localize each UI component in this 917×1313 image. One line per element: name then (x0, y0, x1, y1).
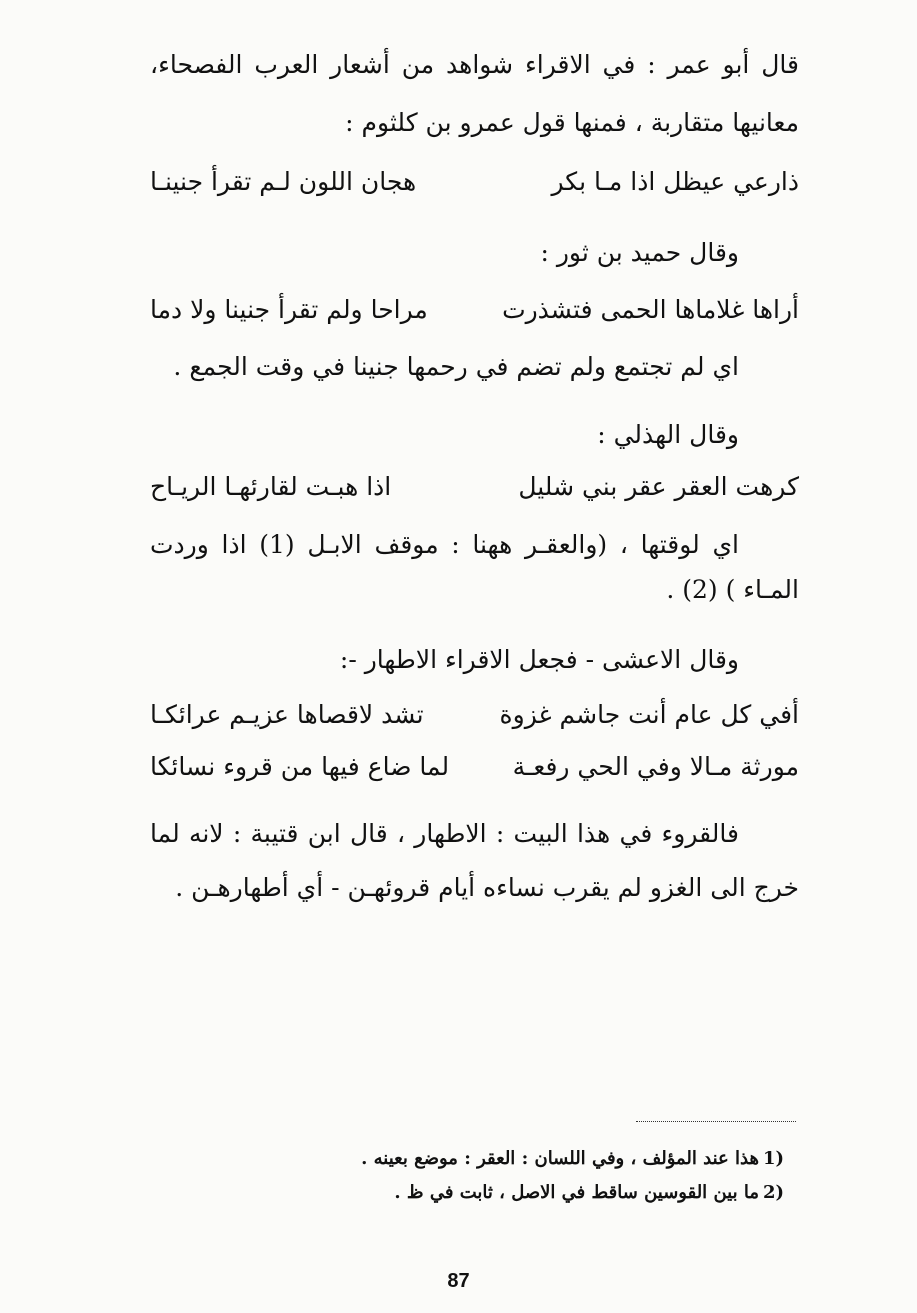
footnote-2-text: ما بين القوسين ساقط في الاصل ، ثابت في ظ . (394, 1182, 759, 1203)
footnote-1-text: هذا عند المؤلف ، وفي اللسان : العقر : موضع بعينه . (361, 1148, 759, 1169)
text-line-explanation-1: اي لم تجتمع ولم تضم في رحمها جنينا في وقت الجمع . (173, 352, 739, 381)
verse-5-second-hemistich: لما ضاع فيها من قروء نسائكا (150, 752, 450, 781)
verse-4-first-hemistich: أفي كل عام أنت جاشم غزوة (499, 700, 799, 729)
page-number: 87 (447, 1270, 470, 1292)
text-line-commentary-1: فالقروء في هذا البيت : الاطهار ، قال ابن قتيبة : لانه لما (150, 819, 739, 848)
footnote-1 (361, 1144, 785, 1174)
text-line-explanation-3: المـاء ) (2) . (666, 575, 799, 604)
text-line-explanation-2: اي لوقتها ، (والعقـر ههنا : موقف الابـل (1) اذا وردت (150, 530, 739, 559)
verse-4 (150, 695, 799, 735)
poet-intro-aasha: وقال الاعشى - فجعل الاقراء الاطهار -: (339, 645, 739, 674)
verse-3-first-hemistich: كرهت العقر عقر بني شليل (518, 472, 799, 501)
text-line-1: قال أبو عمر : في الاقراء شواهد من أشعار العرب الفصحاء، (150, 50, 799, 79)
verse-1-second-hemistich: هجان اللون لـم تقرأ جنينـا (150, 167, 417, 196)
verse-2-first-hemistich: أراها غلاماها الحمى فتشذرت (502, 295, 799, 324)
footnote-2-number: 2) (763, 1182, 785, 1203)
footnote-separator (636, 1121, 796, 1122)
verse-3 (150, 467, 799, 507)
verse-2 (150, 290, 799, 330)
verse-1 (150, 162, 799, 202)
verse-3-second-hemistich: اذا هبـت لقارئهـا الريـاح (150, 472, 392, 501)
text-line-2: معانيها متقاربة ، فمنها قول عمرو بن كلثوم : (345, 108, 799, 137)
verse-2-second-hemistich: مراحا ولم تقرأ جنينا ولا دما (150, 295, 428, 324)
footnote-1-number: 1) (763, 1148, 785, 1169)
verse-1-first-hemistich: ذارعي عيظل اذا مـا بكر (551, 167, 799, 196)
text-line-commentary-2: خرج الى الغزو لم يقرب نساءه أيام قروئهـن - أي أطهارهـن . (175, 873, 799, 902)
footnote-2 (394, 1178, 785, 1208)
verse-5-first-hemistich: مورثة مـالا وفي الحي رفعـة (512, 752, 799, 781)
poet-intro-humaid: وقال حميد بن ثور : (540, 238, 739, 267)
verse-4-second-hemistich: تشد لاقصاها عزيـم عرائكـا (150, 700, 424, 729)
verse-5 (150, 747, 799, 787)
poet-intro-hudhali: وقال الهذلي : (597, 420, 739, 449)
